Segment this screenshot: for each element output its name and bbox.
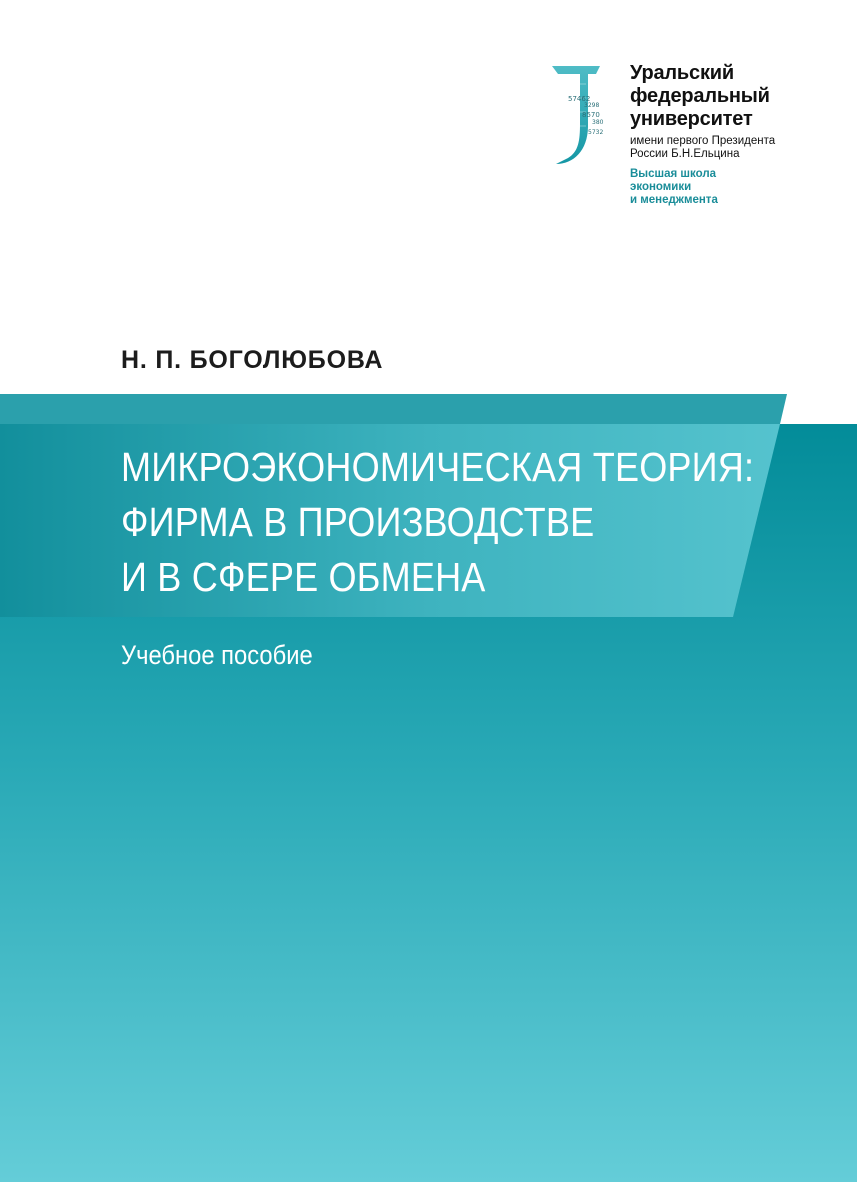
book-title-line: ФИРМА В ПРОИЗВОДСТВЕ	[121, 499, 595, 545]
university-name-line: университет	[630, 108, 753, 130]
school-name-line: Высшая школа	[630, 168, 717, 180]
book-subtitle: Учебное пособие	[121, 640, 313, 670]
book-title-line: И В СФЕРЕ ОБМЕНА	[121, 554, 486, 600]
university-logo-text	[630, 62, 850, 207]
school-name-line: экономики	[630, 181, 692, 193]
university-dedication-line: России Б.Н.Ельцина	[630, 148, 740, 160]
university-logo-icon	[548, 64, 606, 166]
school-name-line: и менеджмента	[630, 194, 718, 206]
author-name: Н. П. БОГОЛЮБОВА	[121, 346, 384, 374]
university-dedication-line: имени первого Президента	[630, 135, 776, 147]
school-name	[630, 168, 850, 207]
logo-digit: 5732	[588, 129, 604, 136]
logo-digit: 8570	[582, 111, 600, 119]
logo-digit: 57462	[568, 95, 591, 103]
band-top-strip	[0, 394, 787, 424]
logo-digit: 380	[592, 119, 604, 126]
logo-digit: 3298	[584, 102, 600, 109]
book-title	[121, 440, 755, 605]
university-name	[630, 62, 850, 131]
university-name-line: Уральский	[630, 62, 734, 84]
university-name-line: федеральный	[630, 85, 770, 107]
university-dedication	[630, 135, 850, 161]
book-title-line: МИКРОЭКОНОМИЧЕСКАЯ ТЕОРИЯ:	[121, 444, 755, 490]
